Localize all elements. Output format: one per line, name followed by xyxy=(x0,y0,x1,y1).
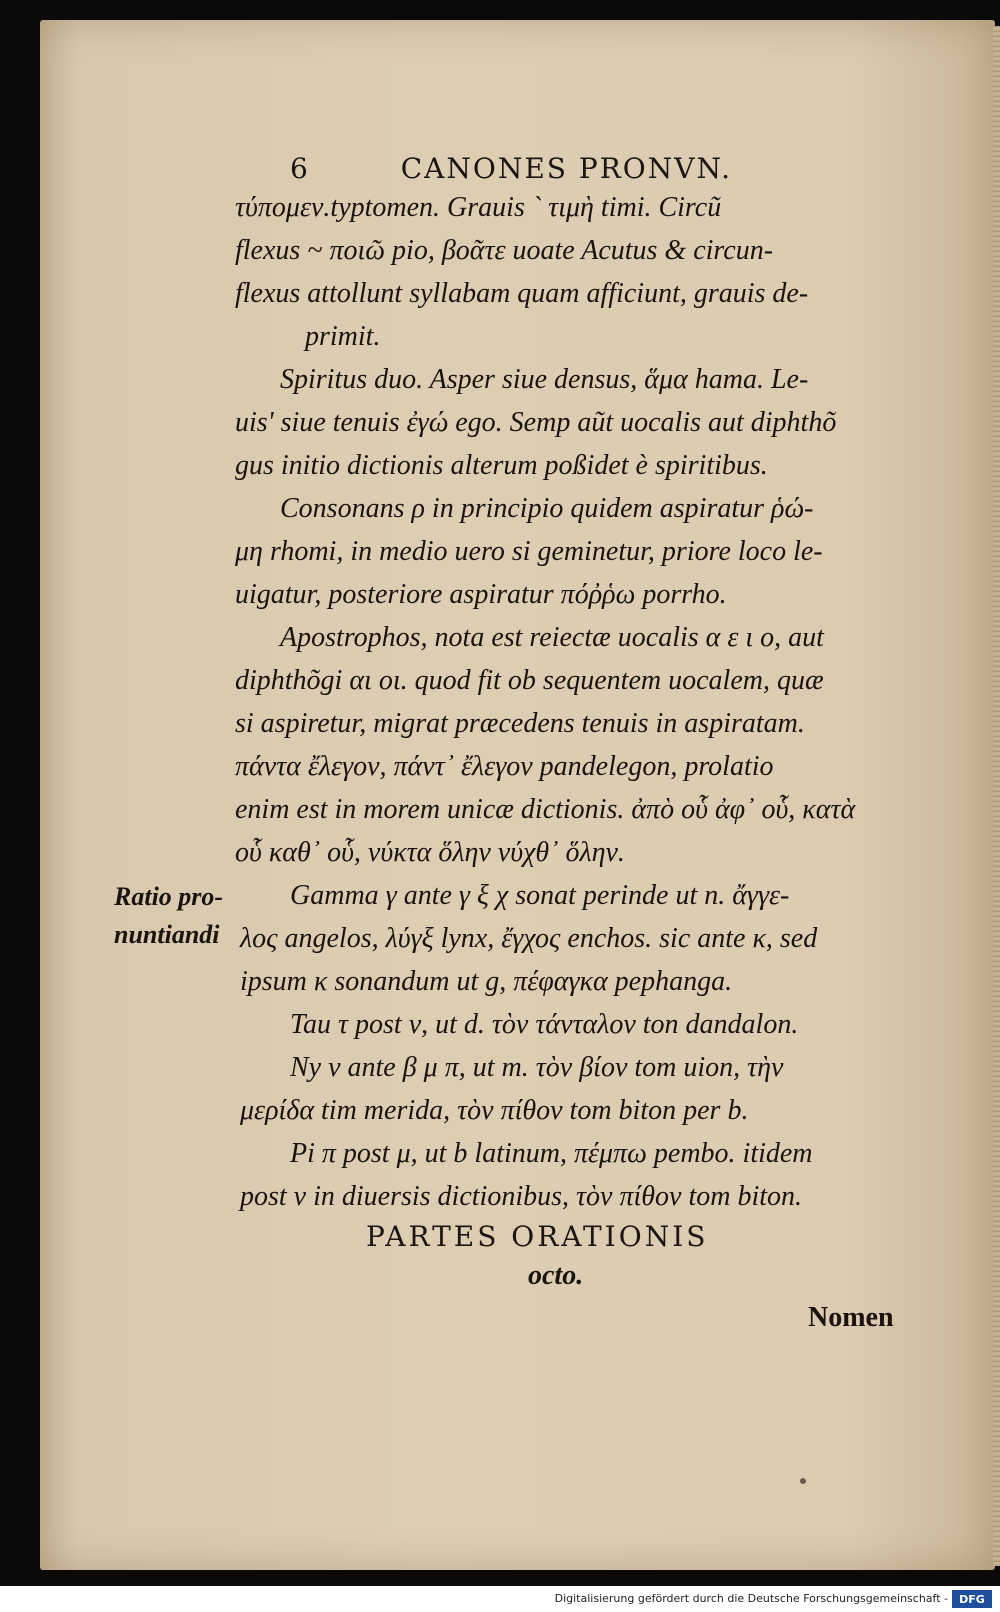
text-line: gus initio dictionis alterum poßidet è spiritibus. xyxy=(235,450,768,481)
running-head xyxy=(290,152,732,185)
text-line: primit. xyxy=(305,321,381,352)
text-line: flexus attollunt syllabam quam afficiunt, grauis de- xyxy=(235,278,809,309)
section-heading: PARTES ORATIONIS xyxy=(366,1220,709,1253)
text-line: Apostrophos, nota est reiectæ uocalis α ε ι ο, aut xyxy=(280,622,824,653)
page-number: 6 xyxy=(290,152,310,185)
page-text-block xyxy=(40,20,995,1570)
text-line: λος angelos, λύγξ lynx, ἔγχος enchos. sic ante κ, sed xyxy=(240,923,818,954)
section-heading-sub: octo. xyxy=(528,1260,584,1291)
margin-note-line: nuntiandi xyxy=(114,920,220,949)
text-line: Consonans ρ in principio quidem aspiratur ῥώ- xyxy=(280,493,814,524)
margin-note-line: Ratio pro- xyxy=(114,882,224,911)
text-line: uigatur, posteriore aspiratur πόῤῥω porrho. xyxy=(235,579,727,610)
text-line: Tau τ post ν, ut d. τὸν τάνταλον ton dandalon. xyxy=(290,1009,799,1040)
footer-bar xyxy=(0,1588,1000,1612)
running-title: CANONES PRONVN. xyxy=(400,152,733,185)
text-line: enim est in morem unicæ dictionis. ἀπὸ οὗ ἀφ᾽ οὗ, κατὰ xyxy=(235,794,856,825)
dfg-logo-text: DFG xyxy=(959,1593,985,1606)
text-line: τύπομεν.typtomen. Grauis ` τιμὴ timi. Circũ xyxy=(235,192,722,223)
text-line: si aspiretur, migrat præcedens tenuis in aspiratam. xyxy=(235,708,805,739)
catchword: Nomen xyxy=(808,1302,894,1333)
dfg-logo-icon xyxy=(952,1590,992,1608)
text-line: οὗ καθ᾽ οὗ, νύκτα ὅλην νύχθ᾽ ὅλην. xyxy=(235,837,625,868)
text-line: πάντα ἔλεγον, πάντ᾽ ἔλεγον pandelegon, prolatio xyxy=(235,751,774,782)
text-line: μη rhomi, in medio uero si geminetur, priore loco le- xyxy=(235,536,823,567)
text-line: uis' siue tenuis ἐγώ ego. Semp aũt uocalis aut diphthõ xyxy=(235,407,837,438)
text-line: post ν in diuersis dictionibus, τὸν πίθον tom biton. xyxy=(240,1181,802,1212)
text-line: Pi π post μ, ut b latinum, πέμπω pembo. itidem xyxy=(290,1138,813,1169)
paper-speck xyxy=(800,1478,806,1484)
book-page xyxy=(40,20,995,1570)
text-line: μερίδα tim merida, τὸν πίθον tom biton per b. xyxy=(240,1095,749,1126)
text-line: ipsum κ sonandum ut g, πέφαγκα pephanga. xyxy=(240,966,733,997)
text-line: diphthõgi αι οι. quod fit ob sequentem uocalem, quæ xyxy=(235,665,824,696)
text-line: Spiritus duo. Asper siue densus, ἅμα hama. Le- xyxy=(280,364,809,395)
text-line: Gamma γ ante γ ξ χ sonat perinde ut n. ἄγγε- xyxy=(290,880,790,911)
footer-credit: Digitalisierung gefördert durch die Deutsche Forschungsgemeinschaft - xyxy=(554,1592,948,1605)
text-line: Ny ν ante β μ π, ut m. τὸν βίον tom uion, τὴν xyxy=(290,1052,784,1083)
text-line: flexus ~ ποιῶ pio, βοᾶτε uoate Acutus & circun- xyxy=(235,235,774,266)
